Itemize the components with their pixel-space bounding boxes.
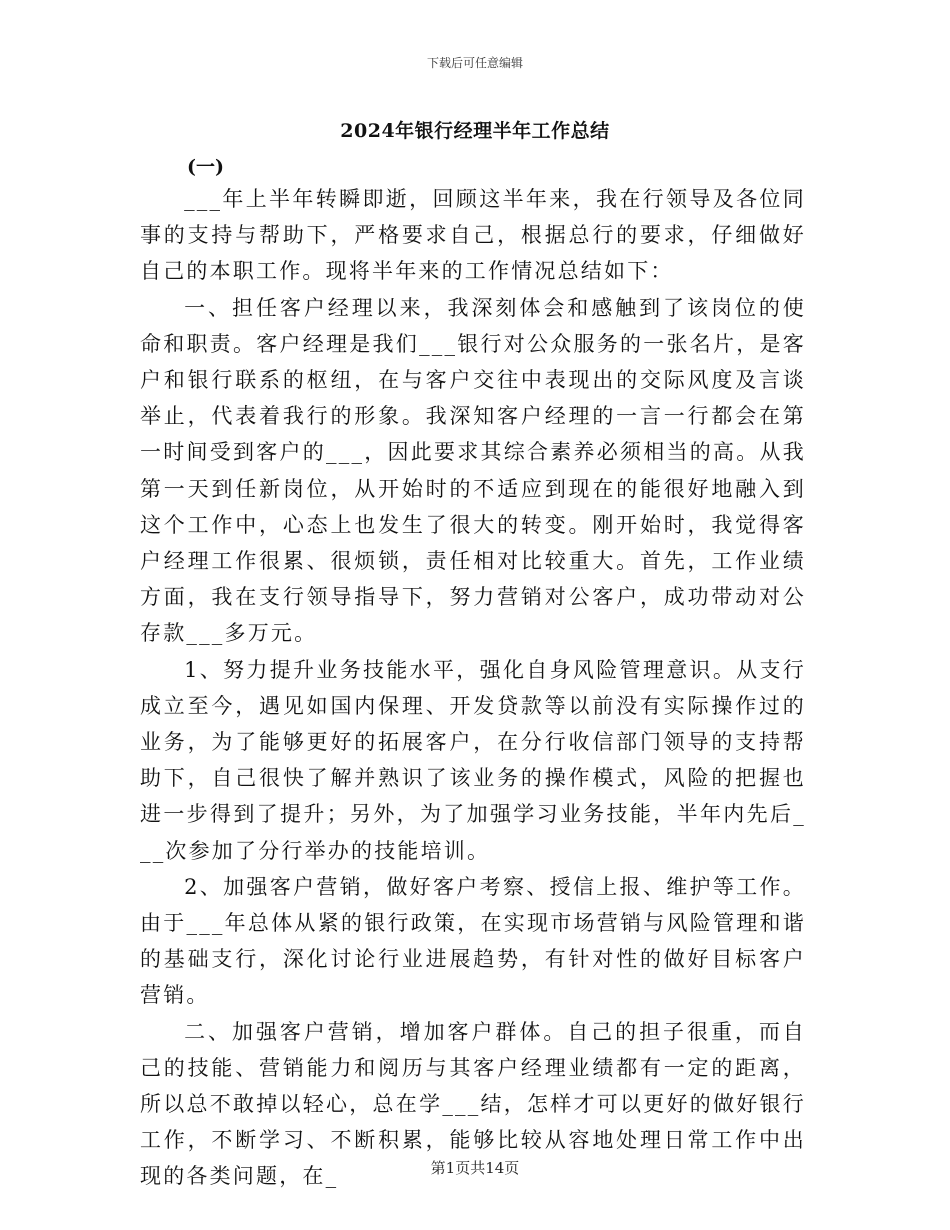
section-mark: (一) xyxy=(187,156,224,178)
paragraph-section-one: 一、担任客户经理以来，我深刻体会和感触到了该岗位的使命和职责。客户经理是我们___银行对公众服务的一张名片，是客户和银行联系的枢纽，在与客户交往中表现出的交际风度及言谈举止，代表着我行的形象。我深知客户经理的一言一行都会在第一时间受到客户的___，因此要求其综合素养必须相当的高。从我第一天到任新岗位，从开始时的不适应到现在的能很好地融入到这个工作中，心态上也发生了很大的转变。刚开始时，我觉得客户经理工作很累、很烦锁，责任相对比较重大。首先，工作业绩方面，我在支行领导指导下，努力营销对公客户，成功带动对公存款___多万元。 xyxy=(140,295,806,646)
document-body xyxy=(140,181,806,1195)
paragraph-intro: ___年上半年转瞬即逝，回顾这半年来，我在行领导及各位同事的支持与帮助下，严格要求自己，根据总行的要求，仔细做好自己的本职工作。现将半年来的工作情况总结如下： xyxy=(140,187,806,284)
page-number: 第1页共14页 xyxy=(430,1159,520,1177)
paragraph-section-two: 二、加强客户营销，增加客户群体。自己的担子很重，而自己的技能、营销能力和阅历与其客户经理业绩都有一定的距离，所以总不敢掉以轻心，总在学___结，怎样才可以更好的做好银行工作，不断学习、不断积累，能够比较从容地处理日常工作中出现的各类问题，在_ xyxy=(140,1019,806,1189)
paragraph-item-2: 2、加强客户营销，做好客户考察、授信上报、维护等工作。由于___年总体从紧的银行政策，在实现市场营销与风险管理和谐的基础支行，深化讨论行业进展趋势，有针对性的做好目标客户营销。 xyxy=(140,874,806,1008)
document-title: 2024年银行经理半年工作总结 xyxy=(340,120,610,142)
page-header-note: 下载后可任意编辑 xyxy=(426,56,523,70)
paragraph-item-1: 1、努力提升业务技能水平，强化自身风险管理意识。从支行成立至今，遇见如国内保理、开发贷款等以前没有实际操作过的业务，为了能够更好的拓展客户，在分行收信部门领导的支持帮助下，自己很快了解并熟识了该业务的操作模式，风险的把握也进一步得到了提升；另外，为了加强学习业务技能，半年内先后___次参加了分行举办的技能培训。 xyxy=(140,657,806,863)
